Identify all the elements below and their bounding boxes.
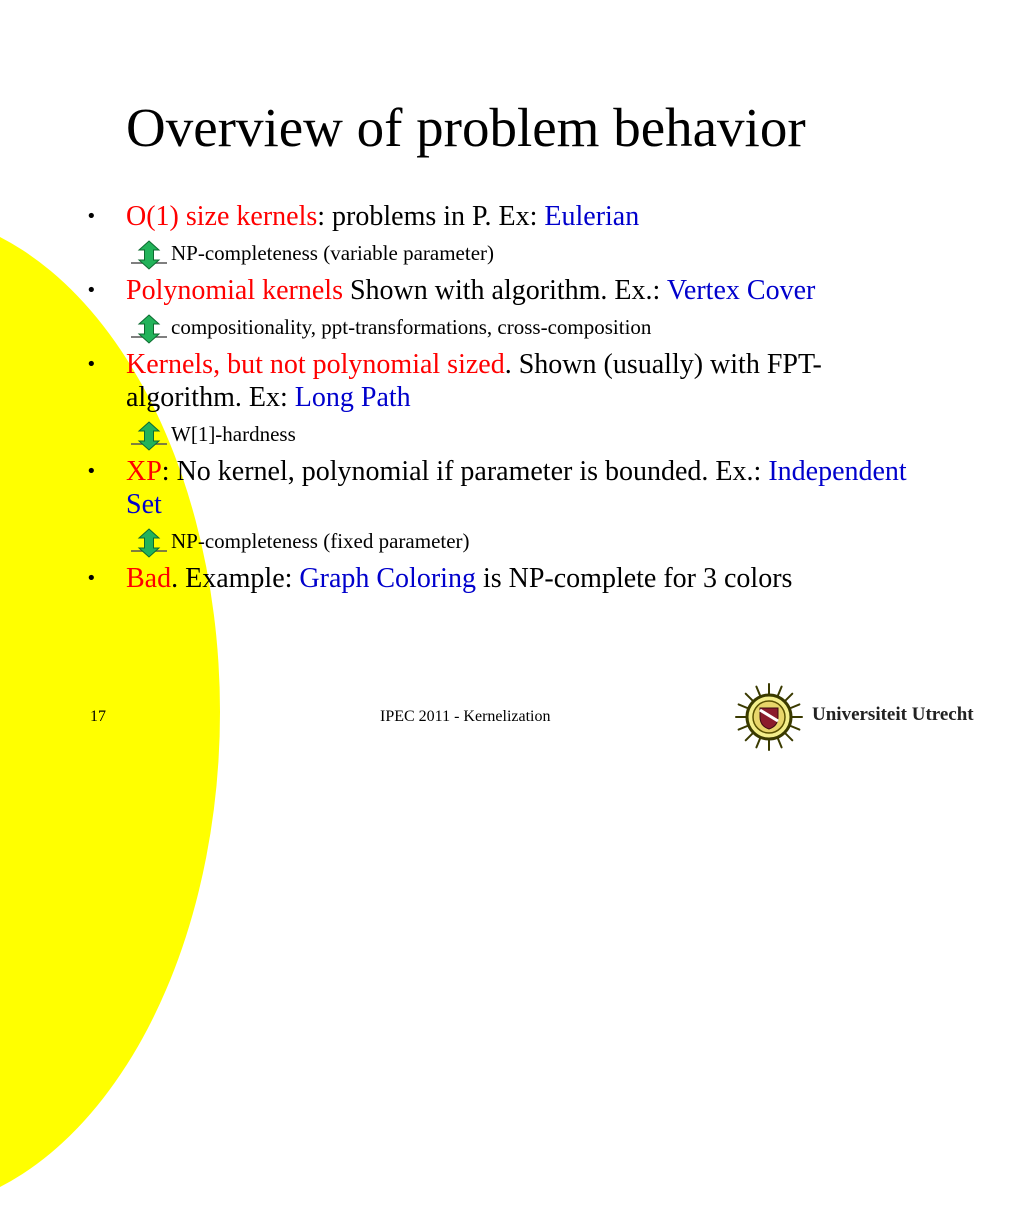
bullet-example: Vertex Cover (666, 275, 816, 306)
bullet-term: O(1) size kernels (126, 201, 318, 232)
bullet-text: . Example: (171, 563, 300, 594)
sub-bullet-text: NP-completeness (fixed parameter) (171, 529, 470, 553)
bullet-item (86, 274, 916, 307)
bullet-example: Long Path (294, 382, 411, 413)
sub-bullet (130, 238, 916, 268)
bullet-item (86, 455, 916, 521)
bullet-term: Bad (126, 563, 172, 594)
bullet-term: Polynomial kernels (126, 275, 343, 306)
sub-bullet-text: W[1]-hardness (171, 422, 296, 446)
bullet-example: Independent Set (126, 456, 907, 520)
footer-title: IPEC 2011 - Kernelization (380, 708, 551, 725)
bullet-list (86, 200, 916, 595)
bullet-item (86, 348, 916, 414)
slide-number: 17 (90, 708, 106, 725)
sub-bullet (130, 419, 916, 449)
bullet-example: Eulerian (544, 201, 640, 232)
bullet-item (86, 200, 916, 233)
double-arrow-icon (130, 314, 168, 344)
bullet-text: : problems in P. Ex: (317, 201, 545, 232)
sub-bullet (130, 312, 916, 342)
sub-bullet (130, 526, 916, 556)
bullet-text: . Shown (usually) with FPT-algorithm. Ex: (126, 349, 822, 413)
bullet-text: Shown with algorithm. Ex.: (342, 275, 667, 306)
double-arrow-icon (130, 421, 168, 451)
bullet-term: XP (126, 456, 162, 487)
university-seal-icon (735, 683, 803, 751)
double-arrow-icon (130, 240, 168, 270)
slide-title: Overview of problem behavior (126, 97, 806, 158)
bullet-tail: is NP-complete for 3 colors (475, 563, 793, 594)
double-arrow-icon (130, 528, 168, 558)
sub-bullet-text: NP-completeness (variable parameter) (171, 241, 495, 265)
bullet-term: Kernels, but not polynomial sized (126, 349, 505, 380)
sub-bullet-text: compositionality, ppt-transformations, cross-composition (171, 315, 652, 339)
bullet-text: : No kernel, polynomial if parameter is bounded. Ex.: (161, 456, 769, 487)
bullet-example: Graph Coloring (299, 563, 476, 594)
university-name: Universiteit Utrecht (812, 704, 974, 725)
bullet-item (86, 562, 916, 595)
